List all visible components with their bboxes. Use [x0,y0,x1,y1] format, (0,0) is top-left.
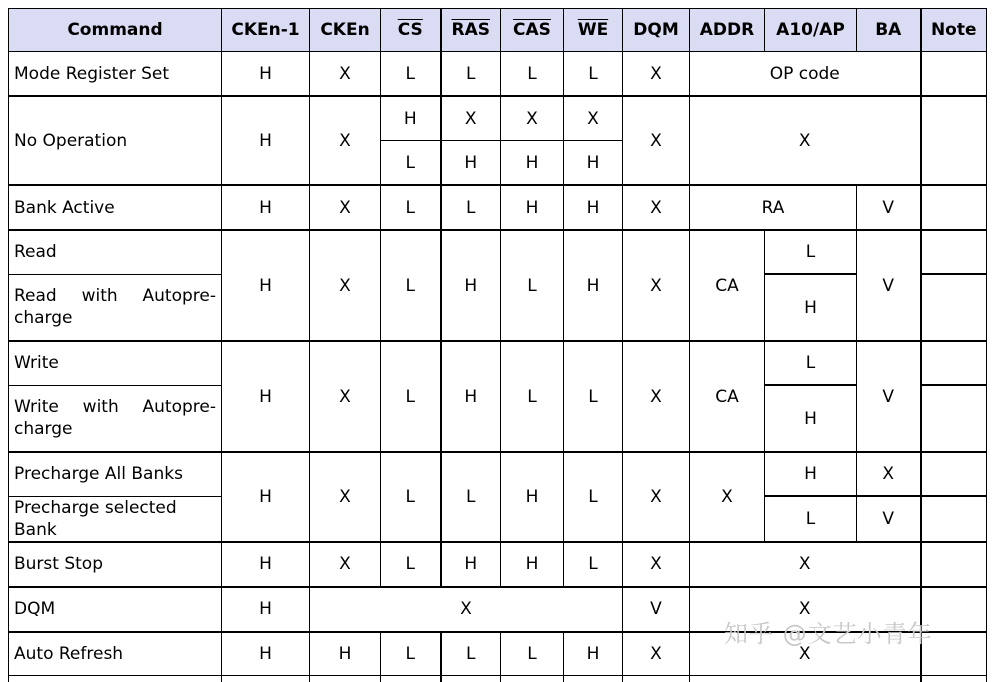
cs-cell: L [381,542,441,587]
ba-cell: X [857,452,921,496]
cken-to-we-cell: X [310,587,623,632]
we-cell: H [564,185,623,230]
note-cell [921,385,987,452]
command-cell: Precharge All Banks [9,452,222,496]
cas-cell: H [501,185,564,230]
command-cell: Write with Autopre-charge [9,385,222,452]
ba-cell: V [857,496,921,542]
header-cs [381,9,441,52]
header-row [9,9,987,52]
header-ba: BA [857,9,921,52]
cken-1-cell: H [222,632,310,676]
cas-cell: L [501,632,564,676]
note-cell [921,496,987,542]
command-cell: DQM [9,587,222,632]
command-cell: No Operation [9,96,222,185]
addr-cell: X [690,452,765,542]
table-row [9,96,987,141]
cs-cell: L [381,52,441,97]
addr-cell: X [690,632,921,676]
ras-cell: X [441,96,501,141]
sdram-command-truth-table [8,8,987,682]
command-cell: Read with Autopre-charge [9,274,222,341]
note-cell [921,542,987,587]
cas-cell: H [501,141,564,186]
cken-1-cell: H [222,52,310,97]
ras-cell: H [441,542,501,587]
header-ras-label: $\overline{RAS}$ [451,20,490,40]
header-note: Note [921,9,987,52]
ba-cell: V [857,230,921,341]
header-ras [441,9,501,52]
command-cell: Auto Refresh [9,632,222,676]
cs-cell: L [381,452,441,542]
header-command: Command [9,9,222,52]
a10ap-cell: H [765,452,857,496]
cken-1-cell: H [222,542,310,587]
cs-cell: L [381,185,441,230]
cas-cell: L [501,230,564,341]
cken-1-cell: H [222,587,310,632]
a10ap-cell: L [765,230,857,274]
cas-cell: H [501,542,564,587]
table-row [9,452,987,496]
header-a10ap: A10/AP [765,9,857,52]
ras-cell: L [441,452,501,542]
dqm-cell: X [623,341,690,452]
a10ap-cell: H [765,385,857,452]
ba-cell: V [857,185,921,230]
ras-cell: L [441,632,501,676]
dqm-cell: X [623,52,690,97]
cas-cell: L [501,341,564,452]
we-cell: X [564,96,623,141]
header-cken-1: CKEn-1 [222,9,310,52]
cken-cell: X [310,452,381,542]
table-row [9,52,987,97]
cken-cell: X [310,341,381,452]
cken-1-cell: H [222,230,310,341]
cas-cell: H [501,452,564,542]
cken-cell: X [310,52,381,97]
table-row-cut-off [9,675,987,682]
cken-cell: X [310,542,381,587]
we-cell: H [564,141,623,186]
header-cas [501,9,564,52]
table-row [9,542,987,587]
ras-cell: L [441,185,501,230]
addr-cell: X [690,96,921,185]
we-cell: L [564,542,623,587]
command-cell: Mode Register Set [9,52,222,97]
command-cell: Burst Stop [9,542,222,587]
command-cell: Read [9,230,222,274]
cs-cell: L [381,632,441,676]
cken-cell: X [310,185,381,230]
ba-cell: V [857,341,921,452]
a10ap-cell: H [765,274,857,341]
command-cell: Bank Active [9,185,222,230]
ras-cell: L [441,52,501,97]
cken-1-cell: H [222,341,310,452]
a10ap-cell: L [765,341,857,385]
command-cell: Write [9,341,222,385]
header-addr: ADDR [690,9,765,52]
ras-cell: H [441,141,501,186]
table-row [9,632,987,676]
note-cell [921,52,987,97]
table-row [9,185,987,230]
addr-cell: X [690,542,921,587]
table-row [9,587,987,632]
we-cell: L [564,341,623,452]
dqm-cell: X [623,185,690,230]
cs-cell: L [381,141,441,186]
cken-cell: X [310,96,381,185]
header-cs-label: $\overline{CS}$ [397,20,423,40]
dqm-cell: X [623,542,690,587]
header-we [564,9,623,52]
dqm-cell: X [623,96,690,185]
we-cell: L [564,452,623,542]
a10ap-cell: L [765,496,857,542]
addr-cell: CA [690,341,765,452]
ras-cell: H [441,230,501,341]
cken-1-cell: H [222,452,310,542]
header-we-label: $\overline{WE}$ [577,20,609,40]
we-cell: L [564,52,623,97]
cs-cell: L [381,230,441,341]
cken-cell: X [310,230,381,341]
table-row [9,230,987,274]
we-cell: H [564,632,623,676]
note-cell [921,587,987,632]
dqm-cell: V [623,587,690,632]
cken-cell: H [310,632,381,676]
cken-1-cell: H [222,96,310,185]
header-dqm: DQM [623,9,690,52]
watermark-text: 知乎 @文艺小青年 [724,620,933,648]
cas-cell: X [501,96,564,141]
ras-cell: H [441,341,501,452]
command-cell: Precharge selected Bank [9,496,222,542]
cs-cell: L [381,341,441,452]
cas-cell: L [501,52,564,97]
dqm-cell: X [623,632,690,676]
we-cell: H [564,230,623,341]
addr-cell: CA [690,230,765,341]
note-cell [921,96,987,185]
note-cell [921,452,987,496]
dqm-cell: X [623,230,690,341]
addr-cell: RA [690,185,857,230]
cs-cell: H [381,96,441,141]
cken-1-cell: H [222,185,310,230]
note-cell [921,230,987,274]
header-cas-label: $\overline{CAS}$ [513,20,551,40]
note-cell [921,185,987,230]
header-cken: CKEn [310,9,381,52]
addr-cell: OP code [690,52,921,97]
note-cell [921,632,987,676]
note-cell [921,274,987,341]
dqm-cell: X [623,452,690,542]
note-cell [921,341,987,385]
table-row [9,341,987,385]
addr-cell: X [690,587,921,632]
